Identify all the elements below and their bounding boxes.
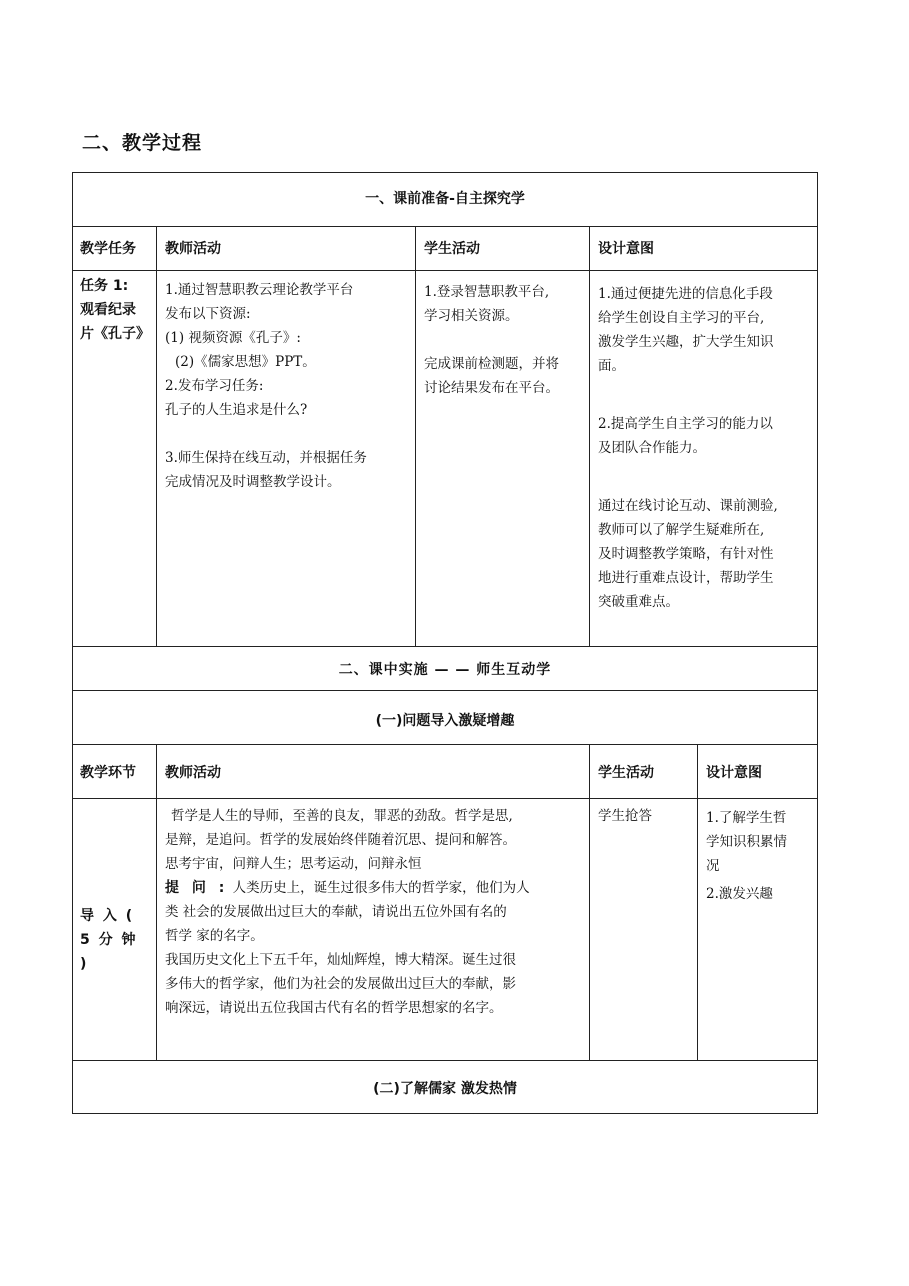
design-intent-2: 1.了解学生哲 学知识积累情 况 2.激发兴趣 [706, 810, 787, 902]
header-task: 教学任务 [80, 241, 136, 257]
teacher-activity-2: 哲学是人生的导师，至善的良友，罪恶的劲敌。哲学是思, 是辩，是追问。哲学的发展始终伴随着沉思、提问和解答。 思考宇宙，问辩人生；思考运动，问辩永恒 提 问 : 人类历史上，诞生过很多伟大的哲学家，他们为人 类 社会的发展做出过巨大的奉献，请说出五位外国有名的 哲学 家的名字。 我国历史文化上下五千年，灿灿辉煌，博大精深。诞生过很 多伟大的哲学家，他们为社会的发展做出过巨大的奉献，影 响深远，请说出五位我国古代有名的哲学思想家的名字。 [165, 808, 530, 1016]
question-label: 提 问 : [165, 880, 229, 896]
section2-title: 二、课中实施 — — 师生互动学 [338, 662, 552, 678]
section1-title: 一、课前准备-自主探究学 [365, 191, 525, 207]
header-student-2: 学生活动 [598, 765, 654, 781]
header-teacher-2: 教师活动 [165, 765, 221, 781]
task-label: 任务 1: 观看纪录 片《孔子》 [80, 278, 150, 342]
header-student: 学生活动 [424, 241, 480, 257]
header-design: 设计意图 [598, 241, 654, 257]
student-activity-2: 学生抢答 [598, 808, 652, 824]
header-design-2: 设计意图 [706, 765, 762, 781]
section2-sub1: (一)问题导入激疑增趣 [375, 713, 515, 729]
header-stage: 教学环节 [80, 765, 136, 781]
page-heading: 二、教学过程 [82, 132, 203, 154]
teacher-activity-1: 1.通过智慧职教云理论教学平台 发布以下资源: (1) 视频资源《孔子》: (2)《儒家思想》PPT。 2.发布学习任务: 孔子的人生追求是什么? 3.师生保持在线互动，并根据任务 完成情况及时调整教学设计。 [165, 282, 367, 490]
stage-label: 导 入 ( 5 分 钟 ) [80, 908, 138, 972]
section2-sub2: (二)了解儒家 激发热情 [373, 1081, 517, 1097]
design-intent-1: 1.通过便捷先进的信息化手段 给学生创设自主学习的平台, 激发学生兴趣，扩大学生知识 面。 2.提高学生自主学习的能力以 及团队合作能力。 通过在线讨论互动、课前测验, 教师可以了解学生疑难所在, 及时调整教学策略，有针对性 地进行重难点设计，帮助学生 突破重难点。 [598, 286, 778, 610]
student-activity-1: 1.登录智慧职教平台, 学习相关资源。 完成课前检测题，并将 讨论结果发布在平台。 [424, 284, 559, 396]
header-teacher: 教师活动 [165, 241, 221, 257]
